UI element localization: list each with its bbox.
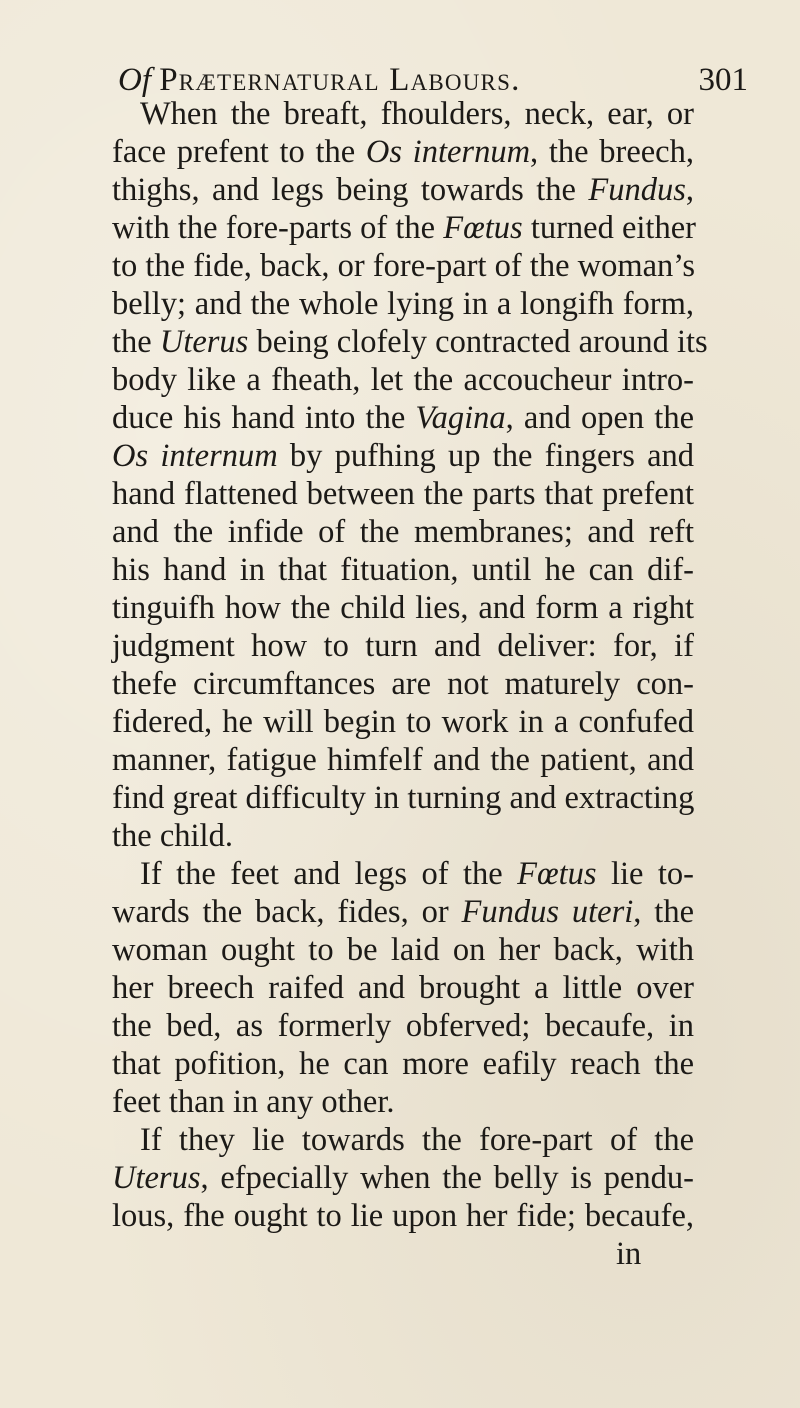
text-line: manner, fatigue himfelf and the patient, and xyxy=(112,742,694,778)
catchword: in xyxy=(616,1236,642,1272)
text-line: the child. xyxy=(112,818,233,854)
text-line: Uterus, efpecially when the belly is pendu- xyxy=(112,1160,694,1196)
text-line: belly; and the whole lying in a longifh form, xyxy=(112,286,694,322)
text-line: her breech raifed and brought a little over xyxy=(112,970,694,1006)
text-line: If the feet and legs of the Fœtus lie to- xyxy=(140,856,694,892)
text-line: and the infide of the membranes; and reft xyxy=(112,514,694,550)
text-line: that pofition, he can more eafily reach the xyxy=(112,1046,694,1082)
text-line: If they lie towards the fore-part of the xyxy=(140,1122,694,1158)
text-line: to the fide, back, or fore-part of the woman’s xyxy=(112,248,695,284)
text-line: fidered, he will begin to work in a confufed xyxy=(112,704,694,740)
text-line: the Uterus being clofely contracted around its xyxy=(112,324,708,360)
text-line: lous, fhe ought to lie upon her fide; becaufe, xyxy=(112,1198,694,1234)
text-line: When the breaft, fhoulders, neck, ear, or xyxy=(140,96,694,132)
header-of: Of xyxy=(118,62,151,98)
text-line: thighs, and legs being towards the Fundus, xyxy=(112,172,694,208)
text-line: feet than in any other. xyxy=(112,1084,395,1120)
text-line: judgment how to turn and deliver: for, if xyxy=(112,628,694,664)
text-line: the bed, as formerly obferved; becaufe, in xyxy=(112,1008,694,1044)
text-line: wards the back, fides, or Fundus uteri, the xyxy=(112,894,694,930)
text-line: body like a fheath, let the accoucheur intro- xyxy=(112,362,694,398)
text-line: duce his hand into the Vagina, and open the xyxy=(112,400,694,436)
text-line: hand flattened between the parts that prefent xyxy=(112,476,694,512)
text-line: tinguifh how the child lies, and form a right xyxy=(112,590,694,626)
text-line: face prefent to the Os internum, the breech, xyxy=(112,134,694,170)
text-line: Os internum by pufhing up the fingers and xyxy=(112,438,694,474)
text-line: his hand in that fituation, until he can dif- xyxy=(112,552,694,588)
text-line: thefe circumftances are not maturely con- xyxy=(112,666,694,702)
text-line: with the fore-parts of the Fœtus turned either xyxy=(112,210,696,246)
page-number: 301 xyxy=(698,62,748,98)
text-line: find great difficulty in turning and extracting xyxy=(112,780,695,816)
text-line: woman ought to be laid on her back, with xyxy=(112,932,694,968)
header-title: Præternatural Labours. xyxy=(159,62,521,98)
